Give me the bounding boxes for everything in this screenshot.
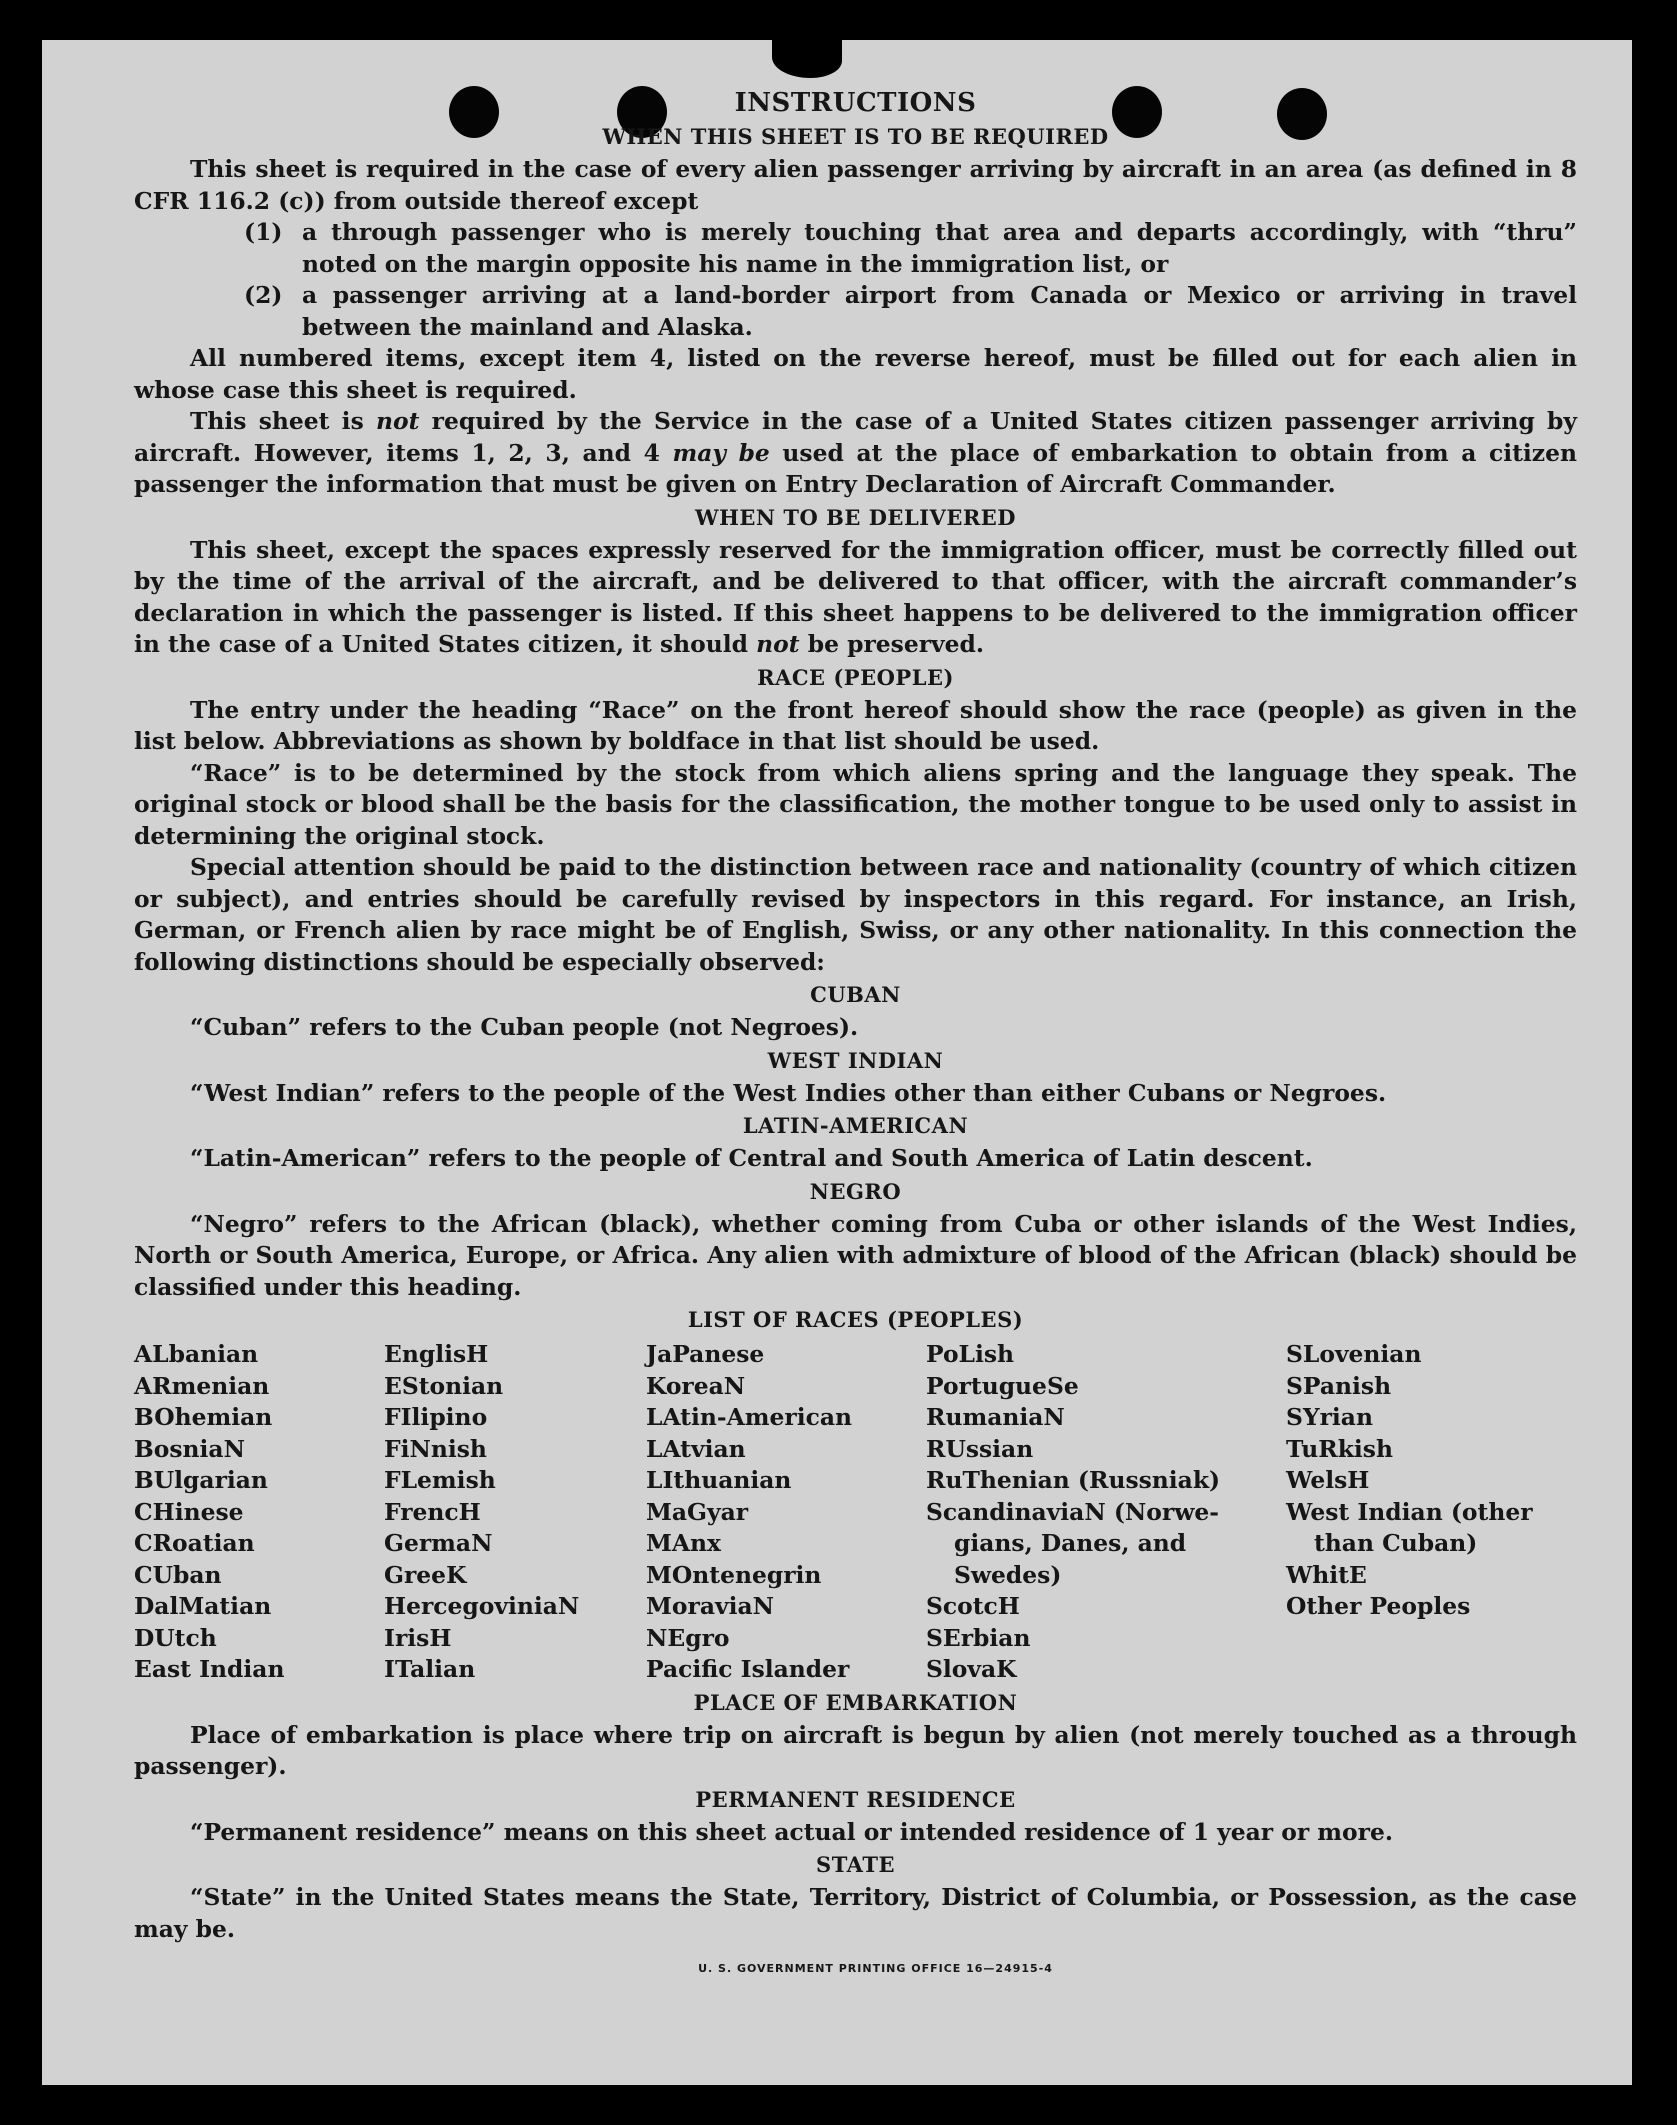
- race-item: KoreaN: [646, 1371, 746, 1400]
- paragraph: [134, 535, 1577, 661]
- section-heading: WHEN THIS SHEET IS TO BE REQUIRED: [602, 124, 1109, 149]
- race-item: GermaN: [384, 1529, 493, 1557]
- race-item: HercegoviniaN: [384, 1592, 580, 1620]
- race-item: EStonian: [384, 1371, 504, 1400]
- page-title: INSTRUCTIONS: [734, 88, 977, 118]
- paragraph: “Negro” refers to the African (black), whether coming from Cuba or other islands of the West Indies, North or South America, Europe, or Africa. Any alien with admixture of blood of the African (black) should be classified under this heading.: [134, 1209, 1577, 1301]
- paragraph: All numbered items, except item 4, listed on the reverse hereof, must be filled out for each alien in whose case this sheet is required.: [134, 344, 1577, 404]
- race-item: BUlgarian: [134, 1466, 268, 1494]
- item-number: (2): [244, 281, 283, 309]
- section-heading: WHEN TO BE DELIVERED: [694, 504, 1016, 530]
- race-item: East Indian: [134, 1655, 285, 1683]
- race-item: gians, Danes, and: [954, 1529, 1187, 1557]
- race-column: [384, 1339, 646, 1686]
- race-item: ARmenian: [134, 1371, 270, 1400]
- race-item: RUssian: [926, 1434, 1034, 1463]
- race-item: TuRkish: [1286, 1434, 1393, 1463]
- race-item: DalMatian: [134, 1592, 272, 1620]
- paragraph: “Latin-American” refers to the people of Central and South America of Latin descent.: [190, 1144, 1313, 1172]
- race-item: IrisH: [384, 1623, 452, 1652]
- race-item: FiNnish: [384, 1434, 487, 1463]
- race-item: SYrian: [1286, 1403, 1373, 1431]
- section-heading: LIST OF RACES (PEOPLES): [687, 1307, 1024, 1332]
- paragraph: “State” in the United States means the State, Territory, District of Columbia, or Possession, as the case may be.: [134, 1883, 1577, 1943]
- race-item: CRoatian: [134, 1529, 255, 1557]
- instructions-text: [134, 86, 1577, 1985]
- paragraph: “Permanent residence” means on this sheet actual or intended residence of 1 year or more.: [190, 1817, 1393, 1846]
- race-item: Pacific Islander: [646, 1655, 850, 1683]
- race-item: SErbian: [926, 1623, 1031, 1652]
- emphasis: not: [375, 407, 420, 435]
- race-item: PoLish: [926, 1340, 1015, 1368]
- race-item: PortugueSe: [926, 1371, 1079, 1400]
- race-item: ScotcH: [926, 1592, 1020, 1620]
- race-item: ALbanian: [134, 1340, 259, 1368]
- race-item: MoraviaN: [646, 1592, 774, 1620]
- emphasis: not: [756, 630, 800, 658]
- race-item: FrencH: [384, 1497, 481, 1526]
- text-run: be preserved.: [799, 630, 985, 658]
- race-item: LAtvian: [646, 1434, 746, 1463]
- section-heading: PERMANENT RESIDENCE: [695, 1786, 1016, 1812]
- race-item: RumaniaN: [926, 1403, 1065, 1431]
- race-item: EnglisH: [384, 1340, 489, 1368]
- race-item: RuThenian (Russniak): [926, 1466, 1221, 1494]
- item-number: (1): [244, 218, 283, 246]
- race-item: West Indian (other: [1286, 1497, 1533, 1526]
- text-run: required by the Service in the case of a United States citizen passenger arriving by aircraft. However, items 1, 2, 3, and 4: [134, 407, 1577, 467]
- race-item: MOntenegrin: [646, 1560, 822, 1589]
- section-heading: LATIN-AMERICAN: [742, 1113, 969, 1138]
- race-item: FIlipino: [384, 1403, 488, 1431]
- section-heading: PLACE OF EMBARKATION: [693, 1689, 1018, 1715]
- race-item: ITalian: [384, 1655, 476, 1683]
- race-item: LAtin-American: [646, 1403, 852, 1431]
- document-page: [42, 40, 1632, 2085]
- paragraph: “West Indian” refers to the people of the West Indies other than either Cubans or Negroes.: [190, 1078, 1387, 1107]
- race-item: SPanish: [1286, 1371, 1392, 1400]
- section-heading: STATE: [816, 1852, 895, 1877]
- paragraph: This sheet is required in the case of every alien passenger arriving by aircraft in an area (as defined in 8 CFR 116.2 (c)) from outside thereof except: [134, 155, 1577, 215]
- paragraph: Special attention should be paid to the distinction between race and nationality (country of which citizen or subject), and entries should be carefully revised by inspectors in this regard. For instance, an Irish, German, or French alien by race might be of English, Swiss, or any other nationality. In this connection the following distinctions should be especially observed:: [134, 853, 1577, 976]
- race-item: Other Peoples: [1286, 1592, 1471, 1620]
- section-heading: RACE (PEOPLE): [757, 664, 954, 690]
- text-run: This sheet is: [190, 407, 376, 435]
- paragraph: Place of embarkation is place where trip on aircraft is begun by alien (not merely touched as a through passenger).: [134, 1720, 1577, 1780]
- race-item: GreeK: [384, 1560, 467, 1589]
- race-item: SLovenian: [1286, 1340, 1422, 1368]
- text-run: This sheet, except the spaces expressly reserved for the immigration officer, must be correctly filled out by the time of the arrival of the aircraft, and be delivered to that officer, with the aircraft commander’s declaration in which the passenger is listed. If this sheet happens to be delivered to the immigration officer in the case of a United States citizen, it should: [134, 535, 1577, 658]
- paragraph: [134, 406, 1577, 501]
- section-heading: CUBAN: [810, 982, 901, 1007]
- paragraph: The entry under the heading “Race” on the front hereof should show the race (people) as given in the list below. Abbreviations as shown by boldface in that list should be used.: [134, 695, 1577, 755]
- race-item: SlovaK: [926, 1655, 1017, 1683]
- race-item: BosniaN: [134, 1434, 245, 1463]
- item-text: a through passenger who is merely touching that area and departs accordingly, with “thru” noted on the margin opposite his name in the immigration list, or: [302, 218, 1577, 278]
- list-item: [134, 217, 1577, 280]
- race-item: CHinese: [134, 1497, 244, 1526]
- list-item: [134, 280, 1577, 343]
- race-item: LIthuanian: [646, 1466, 792, 1494]
- emphasis: may be: [672, 438, 770, 467]
- torn-edge: [772, 40, 842, 78]
- text-run: used at the place of embarkation to obtain from a citizen passenger the information that must be given on Entry Declaration of Aircraft Commander.: [134, 438, 1577, 498]
- item-text: a passenger arriving at a land-border airport from Canada or Mexico or arriving in travel between the mainland and Alaska.: [302, 281, 1577, 341]
- race-item: WhitE: [1286, 1560, 1367, 1589]
- paragraph: “Cuban” refers to the Cuban people (not Negroes).: [190, 1013, 859, 1041]
- section-heading: NEGRO: [809, 1178, 902, 1204]
- race-item: DUtch: [134, 1623, 217, 1652]
- race-column: [646, 1339, 926, 1686]
- race-item: than Cuban): [1314, 1529, 1478, 1557]
- race-item: ScandinaviaN (Norwe-: [926, 1497, 1219, 1526]
- race-item: CUban: [134, 1560, 222, 1589]
- race-item: NEgro: [646, 1623, 730, 1652]
- race-item: BOhemian: [134, 1403, 273, 1431]
- race-column: [134, 1339, 384, 1686]
- race-item: JaPanese: [646, 1340, 765, 1368]
- printer-imprint: U. S. GOVERNMENT PRINTING OFFICE 16—24915-4: [698, 1962, 1053, 1975]
- race-item: FLemish: [384, 1466, 496, 1494]
- race-item: MaGyar: [646, 1497, 749, 1526]
- race-list: [134, 1339, 1577, 1686]
- race-item: MAnx: [646, 1529, 721, 1557]
- race-item: Swedes): [954, 1560, 1062, 1589]
- race-column: [1286, 1339, 1576, 1686]
- race-item: WelsH: [1286, 1466, 1370, 1494]
- paragraph: “Race” is to be determined by the stock from which aliens spring and the language they speak. The original stock or blood shall be the basis for the classification, the mother tongue to be used only to assist in determining the original stock.: [134, 758, 1577, 850]
- section-heading: WEST INDIAN: [767, 1047, 944, 1073]
- race-column: [926, 1339, 1286, 1686]
